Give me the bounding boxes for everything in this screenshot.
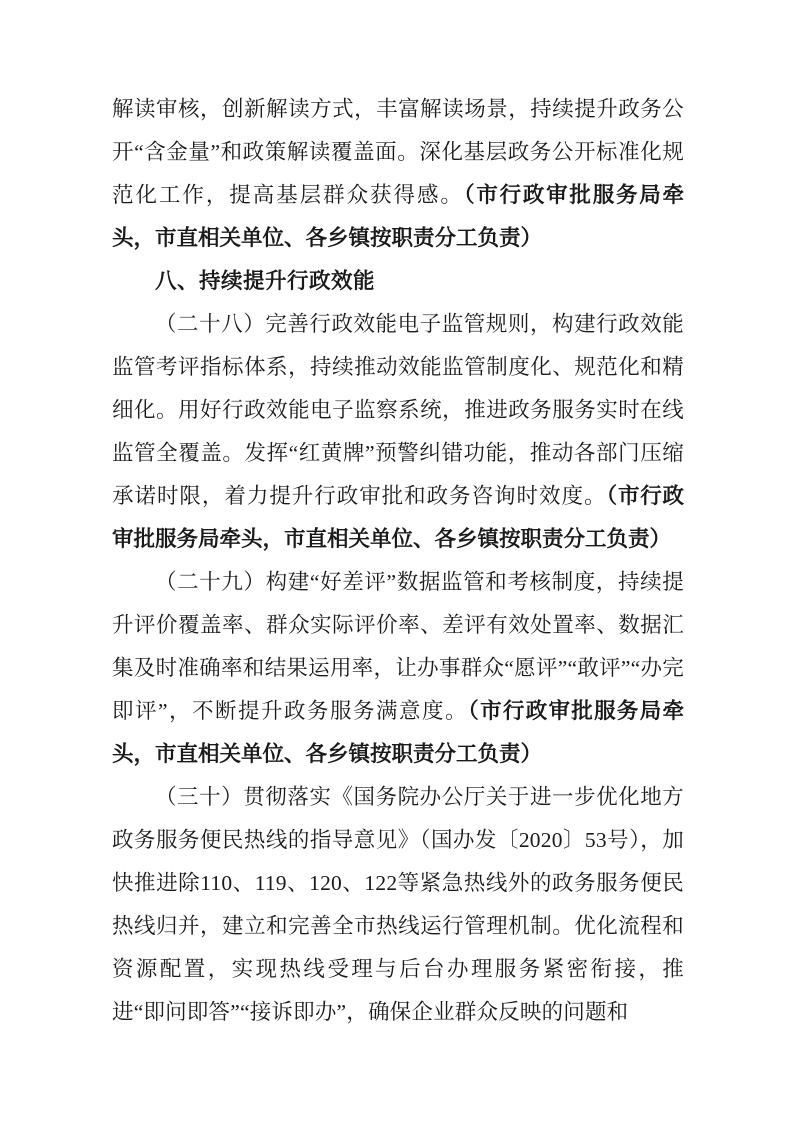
- paragraph-30: [112, 776, 684, 1034]
- paragraph-text: （二十九）构建“好差评”数据监管和考核制度，持续提升评价覆盖率、群众实际评价率、差评有效处置率、数据汇集及时准确率和结果运用率，让办事群众“愿评”“敢评”“办完即评”，不断提升政务服务满意度。: [112, 570, 684, 723]
- paragraph-responsible-unit: （市行政审批服务局牵头，市直相关单位、各乡镇按职责分工负责）: [112, 699, 684, 766]
- paragraph-responsible-unit: （市行政审批服务局牵头，市直相关单位、各乡镇按职责分工负责）: [112, 484, 684, 551]
- section-heading-text: 八、持续提升行政效能: [155, 269, 376, 293]
- section-heading-eight: [112, 260, 684, 303]
- paragraph-text: （二十八）完善行政效能电子监管规则，构建行政效能监管考评指标体系，持续推动效能监管制度化、规范化和精细化。用好行政效能电子监察系统，推进政务服务实时在线监管全覆盖。发挥“红黄牌”预警纠错功能，推动各部门压缩承诺时限，着力提升行政审批和政务咨询时效度。: [112, 312, 684, 508]
- paragraph-29: [112, 561, 684, 776]
- paragraph-text: 解读审核，创新解读方式，丰富解读场景，持续提升政务公开“含金量”和政策解读覆盖面。深化基层政务公开标准化规范化工作，提高基层群众获得感。: [112, 97, 684, 207]
- paragraph-continuation: [112, 88, 684, 260]
- paragraph-28: [112, 303, 684, 561]
- document-body: [112, 88, 684, 1034]
- paragraph-responsible-unit: （市行政审批服务局牵头，市直相关单位、各乡镇按职责分工负责）: [112, 183, 684, 250]
- paragraph-text: （三十）贯彻落实《国务院办公厅关于进一步优化地方政务服务便民热线的指导意见》（国办发〔2020〕53号），加快推进除110、119、120、122等紧急热线外的政务服务便民热线归并，建立和完善全市热线运行管理机制。优化流程和资源配置，实现热线受理与后台办理服务紧密衔接，推进“即问即答”“接诉即办”，确保企业群众反映的问题和: [112, 785, 684, 1024]
